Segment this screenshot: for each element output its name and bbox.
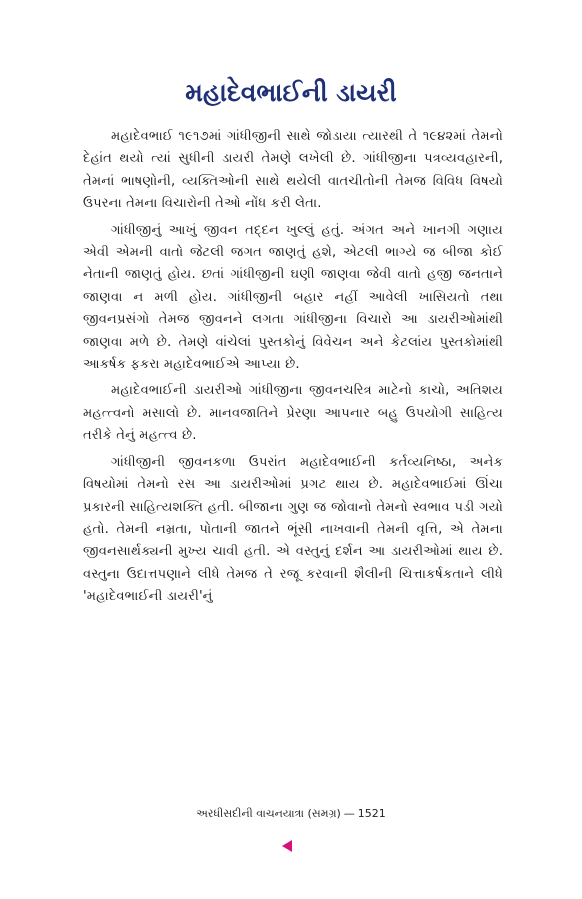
paragraph: મહાદેવભાઈ ૧૯૧૭માં ગાંધીજીની સાથે જોડાયા ત્યારથી તે ૧૯૪૨માં તેમનો દેહાંત થયો ત્યાં સુધીની ડાયરી તેમણે લખેલી છે. ગાંધીજીના પત્રવ્યવહારની, તેમનાં ભાષણોની, વ્યક્તિઓની સાથે થયેલી વાતચીતોની તેમજ વિવિધ વિષયો ઉપરના તેમના વિચારોની તેઓ નોંધ કરી લેતા. (83, 129, 503, 212)
paragraph: ગાંધીજીની જીવનકળા ઉપરાંત મહાદેવભાઈની કર્તવ્યનિષ્ઠા, અનેક વિષયોમાં તેમનો રસ આ ડાયરીઓમાં પ્રગટ થાય છે. મહાદેવભાઈમાં ઊંચા પ્રકારની સાહિત્યશક્તિ હતી. બીજાના ગુણ જ જોવાનો તેમનો સ્વભાવ પડી ગયો હતો. તેમની નમ્રતા, પોતાની જાતને ભૂંસી નાખવાની તેમની વૃત્તિ, એ તેમના જીવનસાર્થક્યની મુખ્ય ચાવી હતી. એ વસ્તુનું દર્શન આ ડાયરીઓમાં થાય છે. વસ્તુના ઉદાત્તપણાને લીધે તેમજ તે રજૂ કરવાની શૈલીની ચિત્તાકર્ષકતાને લીધે 'મહાદેવભાઈની ડાયરી'નું (83, 454, 503, 605)
book-title: અરધીસદીની વાચનયાત્રા (સમગ્ર) (196, 807, 341, 820)
page-title: મહાદેવભાઈની ડાયરી (185, 78, 397, 107)
article-body (83, 126, 503, 613)
page-footer (0, 806, 582, 822)
paragraph: ગાંધીજીનું આખું જીવન તદ્દન ખુલ્લું હતું. અંગત અને ખાનગી ગણાય એવી એમની વાતો જેટલી જગત જાણતું હશે, એટલી ભાગ્યે જ બીજા કોઈ નેતાની જાણતું હોય. છતાં ગાંધીજીની ઘણી જાણવા જેવી વાતો હજી જનતાને જાણવા ન મળી હોય. ગાંધીજીની બહાર નહીં આવેલી ખાસિયતો તથા જીવનપ્રસંગો તેમજ જીવનને લગતા ગાંધીજીના વિચારો આ ડાયરીઓમાંથી જાણવા મળે છે. તેમણે વાંચેલાં પુસ્તકોનું વિવેચન અને કેટલાંય પુસ્તકોમાંથી આકર્ષક ફકરા મહાદેવભાઈએ આપ્યા છે. (83, 222, 503, 373)
previous-page-icon[interactable] (282, 840, 292, 852)
paragraph: મહાદેવભાઈની ડાયરીઓ ગાંધીજીના જીવનચરિત્ર માટેનો કાચો, અતિશય મહત્ત્વનો મસાલો છે. માનવજાતિને પ્રેરણા આપનાર બહુ ઉપયોગી સાહિત્ય તરીકે તેનું મહત્ત્વ છે. (83, 383, 503, 444)
page-number: 1521 (357, 807, 386, 820)
footer-separator: — (343, 807, 355, 820)
